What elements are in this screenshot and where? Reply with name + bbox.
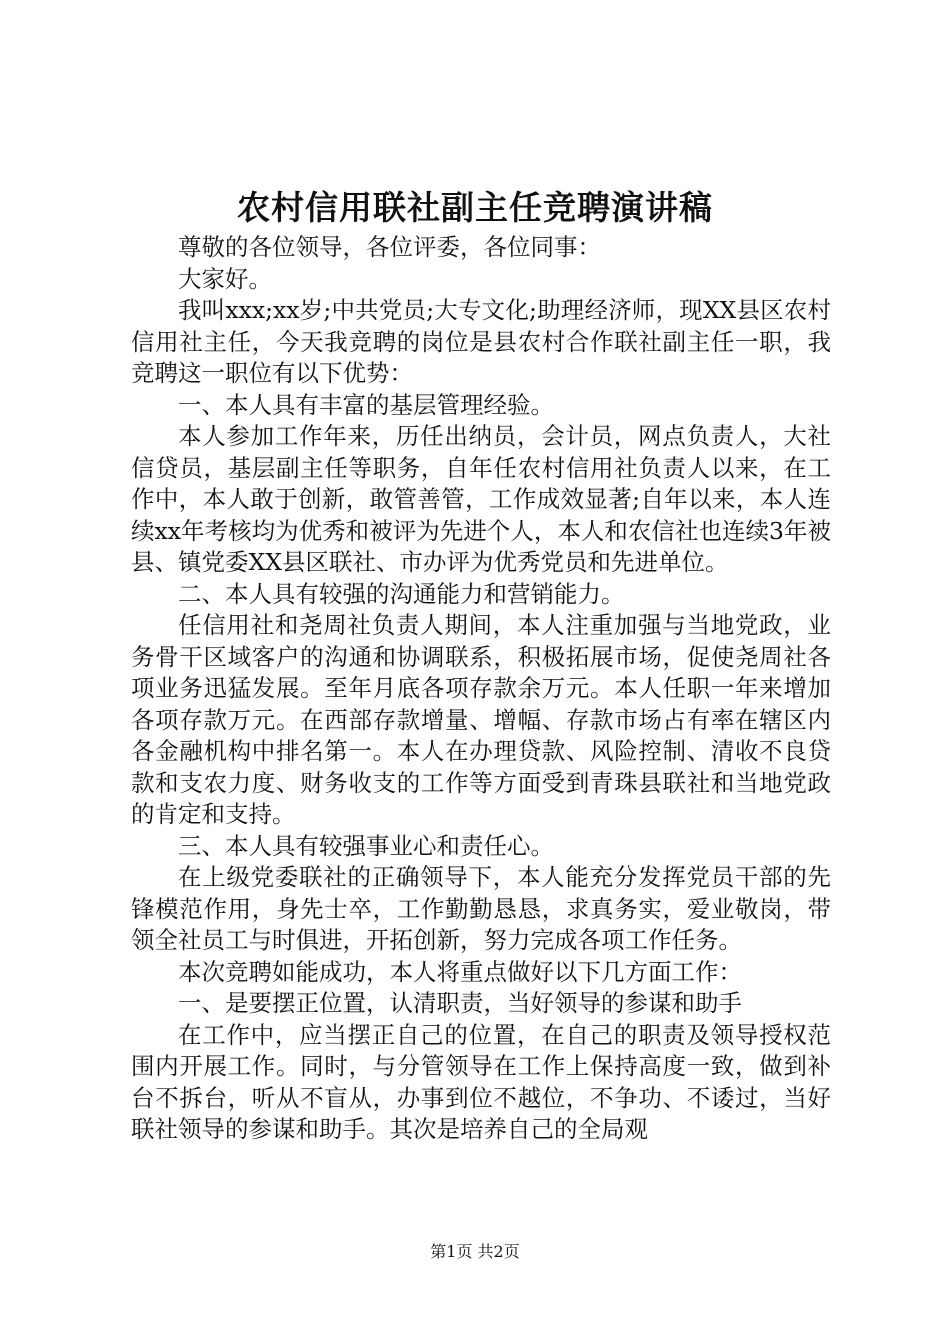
paragraph-experience: 本人参加工作年来，历任出纳员，会计员，网点负责人，大社信贷员，基层副主任等职务，自年任农村信用社负责人以来，在工作中，本人敢于创新，敢管善管，工作成效显著;自年以来，本人连续xx年考核均为优秀和被评为先进个人，本人和农信社也连续3年被县、镇党委XX县区联社、市办评为优秀党员和先进单位。	[131, 422, 831, 576]
section-heading-2: 二、本人具有较强的沟通能力和营销能力。	[178, 579, 625, 608]
paragraph-communication: 任信用社和尧周社负责人期间，本人注重加强与当地党政，业务骨干区域客户的沟通和协调联系，积极拓展市场，促使尧周社各项业务迅猛发展。至年月底各项存款余万元。本人任职一年来增加各项存款万元。在西部存款增量、增幅、存款市场占有率在辖区内各金融机构中排名第一。本人在办理贷款、风险控制、清收不良贷款和支农力度、财务收支的工作等方面受到青珠县联社和当地党政的肯定和支持。	[131, 611, 831, 828]
section-heading-1: 一、本人具有丰富的基层管理经验。	[178, 390, 554, 419]
greeting: 大家好。	[178, 264, 272, 293]
document-body	[131, 232, 831, 1146]
paragraph-introduction: 我叫xxx;xx岁;中共党员;大专文化;助理经济师，现XX县区农村信用社主任，今天我竞聘的岗位是县农村合作联社副主任一职，我竞聘这一职位有以下优势：	[131, 296, 831, 387]
plan-heading-1: 一、是要摆正位置，认清职责，当好领导的参谋和助手	[178, 989, 742, 1017]
salutation: 尊敬的各位领导，各位评委，各位同事：	[178, 233, 601, 261]
page-number-footer: 第1页 共2页	[430, 1242, 520, 1261]
section-heading-3: 三、本人具有较强事业心和责任心。	[178, 831, 554, 860]
paragraph-plan-1: 在工作中，应当摆正自己的位置，在自己的职责及领导授权范围内开展工作。同时，与分管领导在工作上保持高度一致，做到补台不拆台，听从不盲从，办事到位不越位，不争功、不诿过，当好联社领导的参谋和助手。其次是培养自己的全局观	[131, 1020, 831, 1143]
document-title: 农村信用联社副主任竞聘演讲稿	[237, 188, 713, 227]
paragraph-plan-intro: 本次竞聘如能成功，本人将重点做好以下几方面工作：	[178, 957, 742, 986]
paragraph-responsibility: 在上级党委联社的正确领导下，本人能充分发挥党员干部的先锋模范作用，身先士卒，工作勤勤恳恳，求真务实，爱业敬岗，带领全社员工与时俱进，开拓创新，努力完成各项工作任务。	[131, 863, 831, 954]
